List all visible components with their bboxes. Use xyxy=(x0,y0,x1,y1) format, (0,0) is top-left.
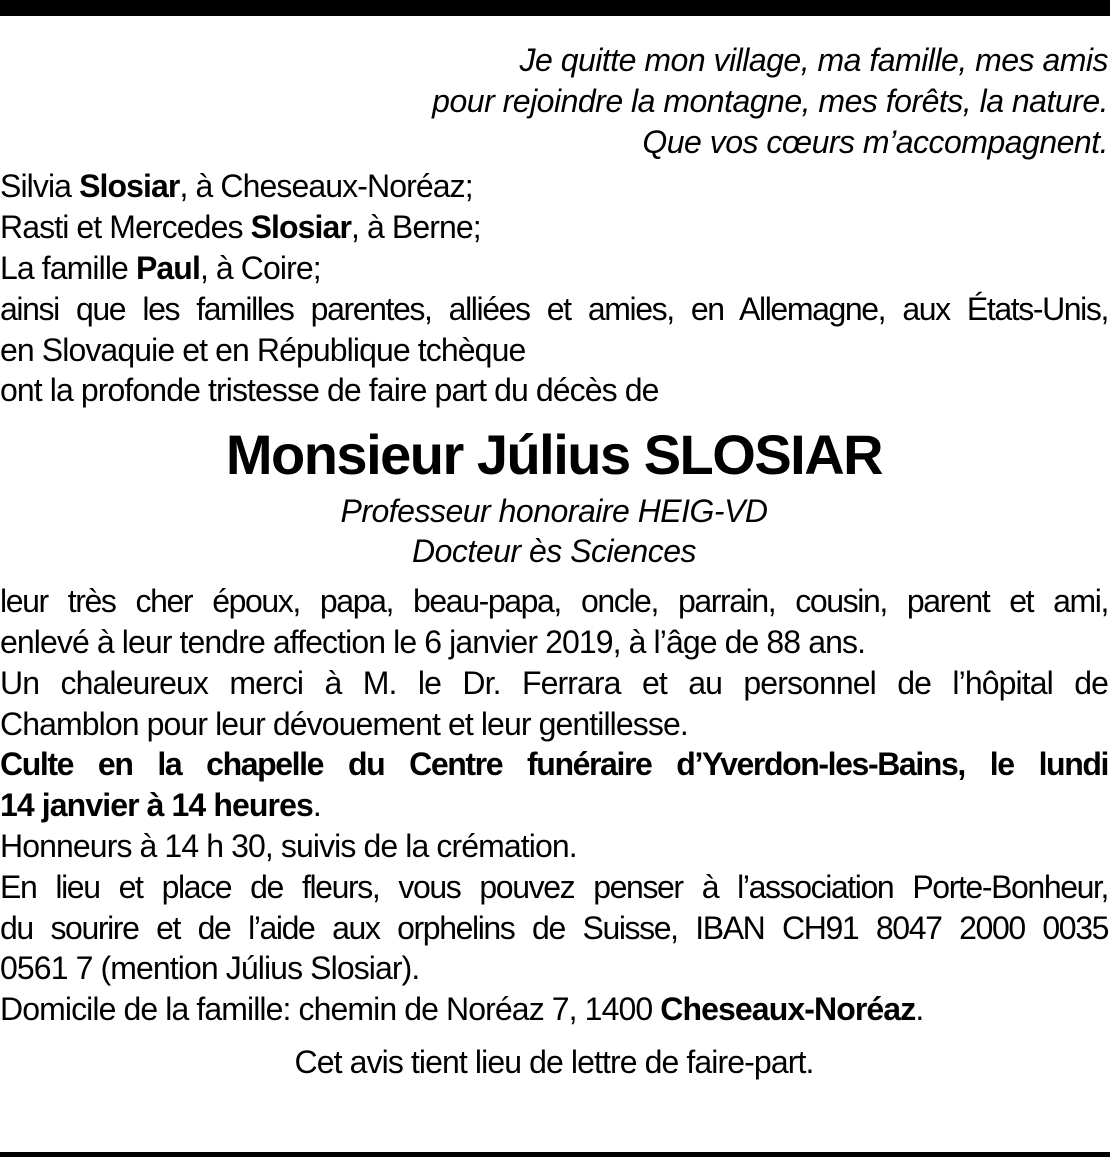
poem-line-2: pour rejoindre la montagne, mes forêts, la nature. xyxy=(432,82,1108,119)
family-member-silvia xyxy=(0,166,1108,207)
surname: Paul xyxy=(135,249,200,286)
domicile-line xyxy=(0,989,1108,1030)
flowers-line-2: du sourire et de l’aide aux orphelins de Suisse, IBAN CH91 8047 2000 0035 xyxy=(0,909,1108,946)
text-run: Domicile de la famille: chemin de Noréaz 7, 1400 xyxy=(0,991,661,1028)
family-others-line-1: ainsi que les familles parentes, alliées et amies, en Allemagne, aux États-Unis, xyxy=(0,290,1108,327)
poem-line-1: Je quitte mon village, ma famille, mes amis xyxy=(519,42,1108,78)
text-run: , à Cheseaux-Noréaz; xyxy=(179,168,473,205)
flowers-line-3: 0561 7 (mention Július Slosiar). xyxy=(0,950,420,987)
closing-line: Cet avis tient lieu de lettre de faire-part. xyxy=(294,1043,814,1080)
family-member-paul xyxy=(0,248,1108,289)
obituary-notice xyxy=(0,40,1108,1083)
announcement-line: ont la profonde tristesse de faire part du décès de xyxy=(0,372,659,409)
domicile-place: Cheseaux-Noréaz xyxy=(660,991,916,1028)
text-run: La famille xyxy=(0,249,136,286)
surname: Slosiar xyxy=(79,168,180,205)
bottom-rule xyxy=(0,1152,1110,1157)
body-line-2: enlevé à leur tendre affection le 6 janvier 2019, à l’âge de 88 ans. xyxy=(0,623,866,660)
ceremony-date: 14 janvier à 14 heures xyxy=(0,787,313,824)
surname: Slosiar xyxy=(250,209,351,246)
text-run: Rasti et Mercedes xyxy=(0,209,251,246)
top-rule xyxy=(0,0,1110,16)
poem-line-3: Que vos cœurs m’accompagnent. xyxy=(642,123,1108,160)
honours-line: Honneurs à 14 h 30, suivis de la crémation. xyxy=(0,827,577,864)
family-member-rasti xyxy=(0,207,1108,248)
body-line-3: Un chaleureux merci à M. le Dr. Ferrara et au personnel de l’hôpital de xyxy=(0,664,1108,701)
deceased-title-1: Professeur honoraire HEIG-VD xyxy=(340,493,768,530)
body-line-4: Chamblon pour leur dévouement et leur gentillesse. xyxy=(0,705,688,742)
spacer xyxy=(0,571,1108,581)
deceased-title-2: Docteur ès Sciences xyxy=(412,533,696,570)
ceremony-line-1: Culte en la chapelle du Centre funéraire d’Yverdon-les-Bains, le lundi xyxy=(0,746,1108,783)
ceremony-line-2 xyxy=(0,785,1108,826)
deceased-name: Monsieur Július SLOSIAR xyxy=(225,423,883,487)
text-run: . xyxy=(312,787,321,824)
text-run: , à Berne; xyxy=(351,209,481,246)
body-line-1: leur très cher époux, papa, beau-papa, oncle, parrain, cousin, parent et ami, xyxy=(0,583,1108,620)
text-run: , à Coire; xyxy=(199,249,321,286)
text-run: Silvia xyxy=(0,168,80,205)
text-run: . xyxy=(915,991,924,1028)
family-others-line-2: en Slovaquie et en République tchèque xyxy=(0,331,526,368)
flowers-line-1: En lieu et place de fleurs, vous pouvez penser à l’association Porte-Bonheur, xyxy=(0,868,1108,905)
